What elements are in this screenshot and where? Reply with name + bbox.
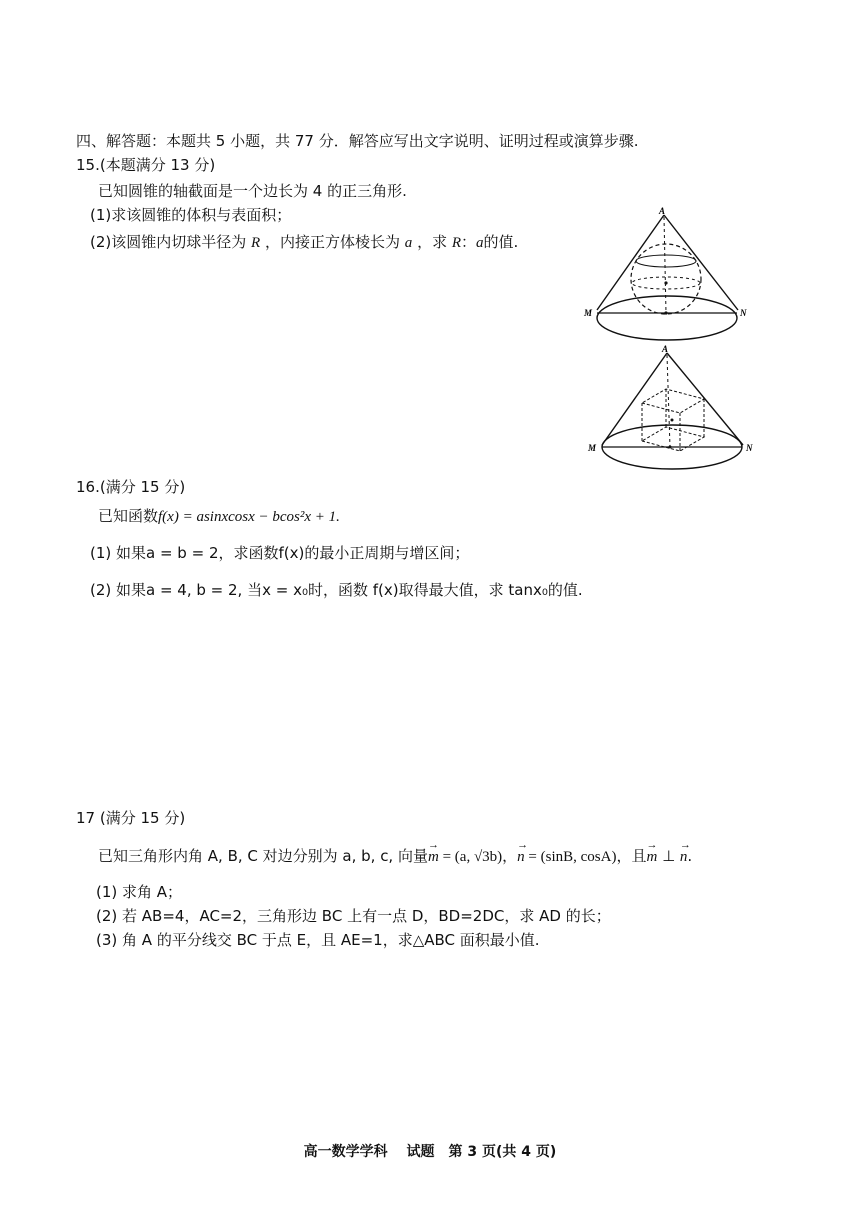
q17-stem-a: 已知三角形内角 A, B, C 对边分别为 a, b, c, 向量 xyxy=(98,847,428,865)
label-apex: A xyxy=(659,206,666,216)
var-a: a xyxy=(404,235,413,251)
cone-cube-figure xyxy=(580,343,765,473)
q17-stem-end: . xyxy=(687,847,693,865)
q16-stem-prefix: 已知函数 xyxy=(98,507,159,525)
label-apex: A xyxy=(662,344,669,354)
cone-sphere-figure xyxy=(580,205,755,345)
q15-header: 15.(本题满分 13 分) xyxy=(76,156,216,174)
q16-header: 16.(满分 15 分) xyxy=(76,478,186,496)
q15-part1: (1)求该圆锥的体积与表面积； xyxy=(90,206,292,224)
q17-part3: (3) 角 A 的平分线交 BC 于点 E，且 AE=1，求△ABC 面积最小值. xyxy=(96,931,540,949)
page-footer: 高一数学学科 试题 第 3 页(共 4 页) xyxy=(303,1144,557,1160)
q17-stem xyxy=(98,846,692,867)
vector-n: → n xyxy=(517,847,525,867)
var-a: a xyxy=(476,235,484,251)
ratio-colon: ： xyxy=(461,233,477,251)
q16-part1: (1) 如果a = b = 2，求函数f(x)的最小正周期与增区间； xyxy=(90,544,470,562)
q16-function: f(x) = asinxcosx − bcos²x + 1. xyxy=(158,509,340,525)
var-R: R xyxy=(451,235,462,251)
q15-part2 xyxy=(90,232,518,253)
q17-part2: (2) 若 AB=4，AC=2，三角形边 BC 上有一点 D，BD=2DC，求 AD 的长； xyxy=(96,907,611,925)
vector-n: → n xyxy=(680,847,688,867)
vector-m: → m xyxy=(646,847,657,867)
q16-part2: (2) 如果a = 4, b = 2, 当x = x₀时，函数 f(x)取得最大值，求 tanx₀的值. xyxy=(90,581,583,599)
vector-m: → m xyxy=(428,847,439,867)
label-left: M xyxy=(584,308,593,318)
q15-part2-c: ，求 xyxy=(417,233,448,251)
q15-part2-a: (2)该圆锥内切球半径为 xyxy=(90,233,247,251)
label-right: N xyxy=(746,443,753,453)
q17-part1: (1) 求角 A； xyxy=(96,883,183,901)
label-right: N xyxy=(740,308,747,318)
vector-m-value: = (a, √3b)， xyxy=(438,849,518,865)
section-heading: 四、解答题：本题共 5 小题，共 77 分．解答应写出文字说明、证明过程或演算步骤. xyxy=(76,132,639,150)
label-left: M xyxy=(588,443,597,453)
q17-header: 17 (满分 15 分) xyxy=(76,809,186,827)
vector-n-value: = (sinB, cosA)，且 xyxy=(524,849,647,865)
q16-stem xyxy=(98,506,340,527)
q15-part2-b: ，内接正方体棱长为 xyxy=(264,233,400,251)
var-R: R xyxy=(251,235,261,251)
q15-part2-d: 的值. xyxy=(483,233,519,251)
perp-symbol: ⊥ xyxy=(657,847,680,865)
q15-stem: 已知圆锥的轴截面是一个边长为 4 的正三角形. xyxy=(98,182,407,200)
